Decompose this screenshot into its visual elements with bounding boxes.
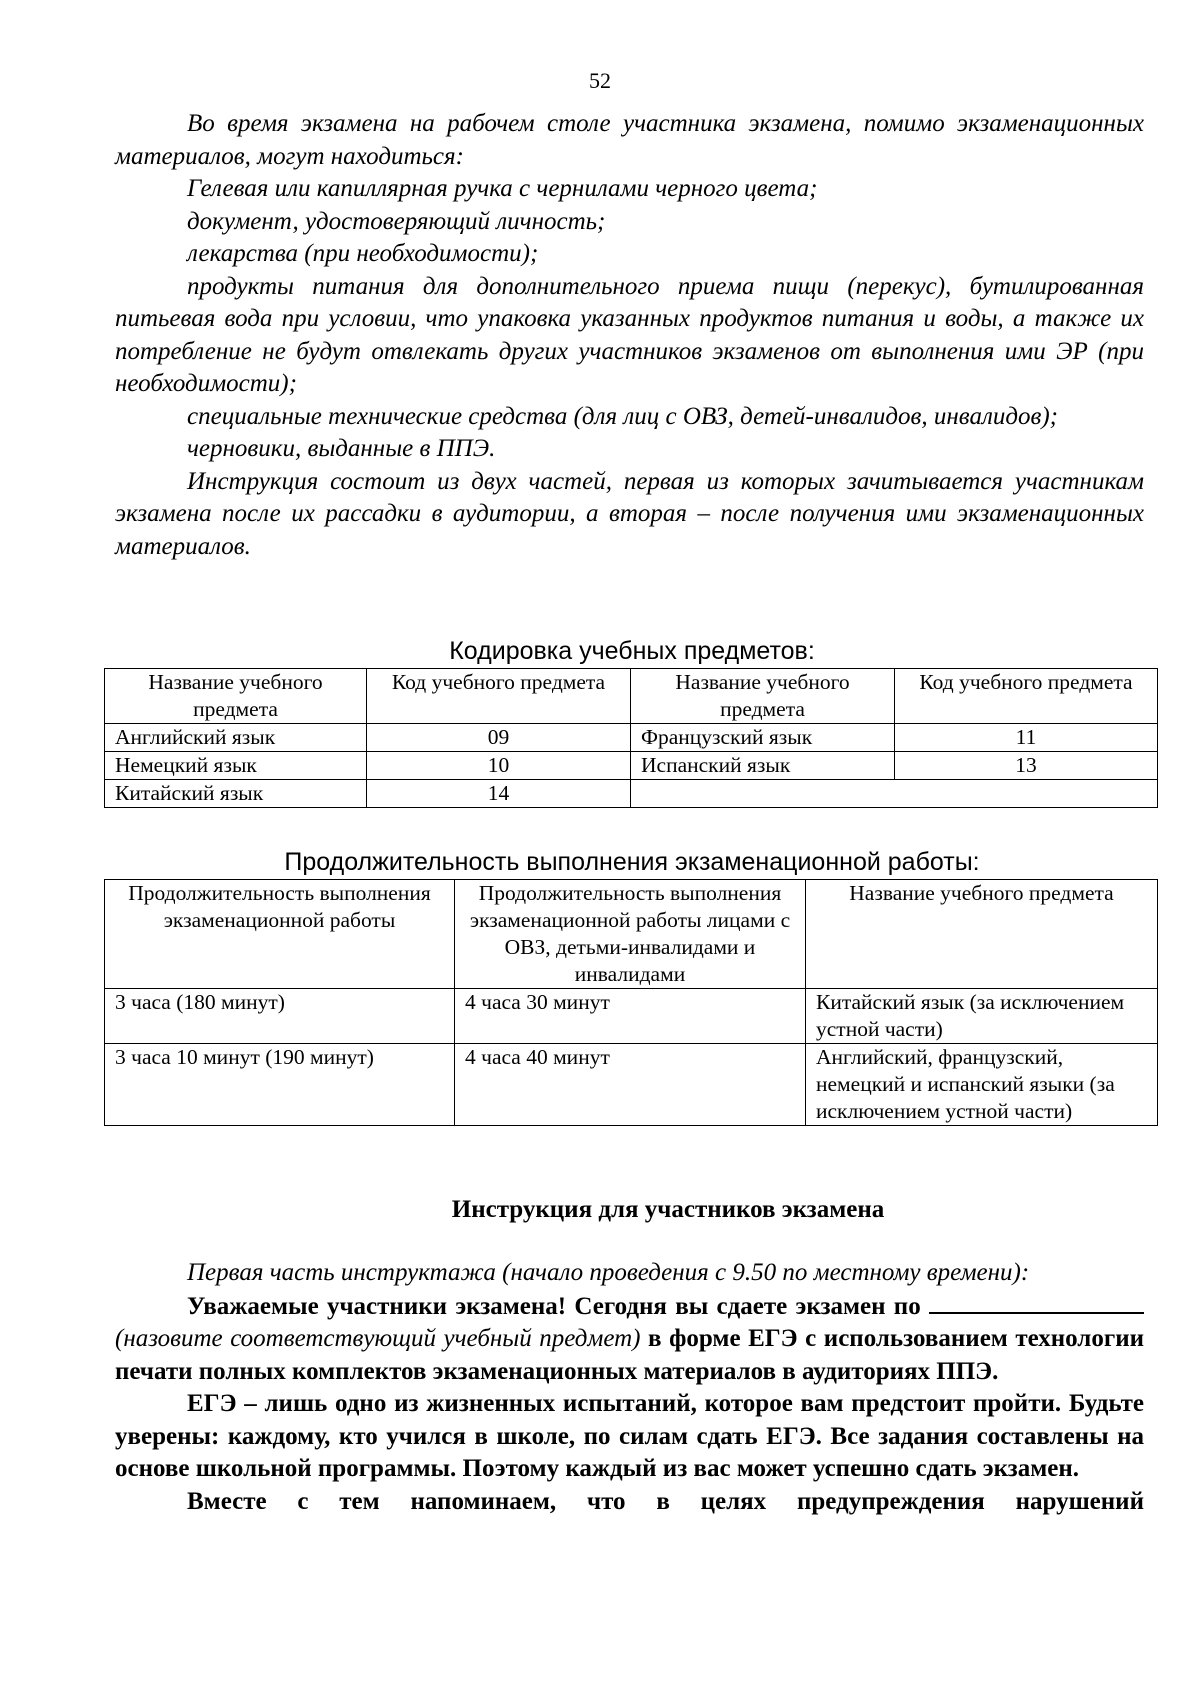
intro-paragraph: Во время экзамена на рабочем столе участника экзамена, помимо экзаменационных материалов, могут находиться: (115, 110, 1144, 170)
subject-name-cell: Английский язык (105, 724, 367, 752)
intro-paragraph: лекарства (при необходимости); (187, 240, 539, 267)
table-row (105, 724, 1158, 752)
subject-code-cell: 13 (895, 752, 1158, 780)
subject-hint: (назовите соответствующий учебный предмет) (115, 1325, 641, 1352)
durations-caption: Продолжительность выполнения экзаменационной работы: (284, 848, 980, 876)
table-header-row (105, 669, 1158, 724)
page-number: 52 (589, 68, 611, 93)
greeting-paragraph (115, 1290, 1144, 1389)
subject-code-cell: 09 (367, 724, 631, 752)
empty-cell (631, 780, 1158, 808)
intro-paragraph: продукты питания для дополнительного приема пищи (перекус), бутилированная питьевая вода при условии, что упаковка указанных продуктов питания и воды, а также их потребление не будут отвлекать других участников экзаменов от выполнения ими ЭР (при необходимости); (115, 272, 1144, 397)
table-row (105, 989, 1158, 1044)
duration-cell: 3 часа (180 минут) (105, 989, 455, 1044)
first-part-note: Первая часть инструктажа (начало проведения с 9.50 по местному времени): (187, 1259, 1030, 1286)
subject-name-cell: Французский язык (631, 724, 895, 752)
intro-paragraph: документ, удостоверяющий личность; (187, 207, 606, 235)
header-cell: Продолжительность выполнения экзаменационной работы лицами с ОВЗ, детьми-инвалидами и инвалидами (455, 880, 806, 989)
header-cell: Название учебного предмета (631, 669, 895, 724)
table-header-row (105, 880, 1158, 989)
subject-blank-line (929, 1290, 1144, 1314)
duration-cell: 4 часа 40 минут (455, 1044, 806, 1126)
greeting-end: в форме ЕГЭ с использованием технологии печати полных комплектов экзаменационных материалов в аудиториях ППЭ. (115, 1325, 1144, 1385)
table-row (105, 1044, 1158, 1126)
intro-paragraph: Инструкция состоит из двух частей, первая из которых зачитывается участникам экзамена после их рассадки в аудитории, а вторая – после получения ими экзаменационных материалов. (115, 467, 1144, 560)
subject-codes-table (104, 668, 1158, 808)
subject-code-cell: 11 (895, 724, 1158, 752)
subject-codes-caption: Кодировка учебных предметов: (449, 637, 815, 665)
durations-table (104, 879, 1158, 1126)
instruction-text (115, 1257, 1144, 1518)
intro-paragraph: специальные технические средства (для лиц с ОВЗ, детей-инвалидов, инвалидов); (187, 402, 1058, 430)
instruction-heading: Инструкция для участников экзамена (451, 1196, 885, 1223)
instruction-paragraph: ЕГЭ – лишь одно из жизненных испытаний, которое вам предстоит пройти. Будьте уверены: каждому, кто учился в школе, по силам сдать ЕГЭ. Все задания составлены на основе школьной программы. Поэтому каждый из вас может успешно сдать экзамен. (115, 1390, 1144, 1482)
subject-cell: Английский, французский, немецкий и испанский языки (за исключением устной части) (806, 1044, 1158, 1126)
duration-cell: 3 часа 10 минут (190 минут) (105, 1044, 455, 1126)
intro-paragraph: Гелевая или капиллярная ручка с чернилами черного цвета; (187, 175, 818, 202)
intro-paragraph: черновики, выданные в ППЭ. (187, 435, 496, 462)
duration-cell: 4 часа 30 минут (455, 989, 806, 1044)
header-cell: Продолжительность выполнения экзаменационной работы (105, 880, 455, 989)
greeting-start: Уважаемые участники экзамена! Сегодня вы сдаете экзамен по (187, 1292, 921, 1320)
header-cell: Название учебного предмета (806, 880, 1158, 989)
table-row (105, 752, 1158, 780)
table-row (105, 780, 1158, 808)
intro-text (115, 108, 1144, 563)
subject-name-cell: Немецкий язык (105, 752, 367, 780)
header-cell: Название учебного предмета (105, 669, 367, 724)
instruction-paragraph: Вместе с тем напоминаем, что в целях предупреждения нарушений (187, 1487, 1144, 1515)
subject-cell: Китайский язык (за исключением устной части) (806, 989, 1158, 1044)
subject-name-cell: Испанский язык (631, 752, 895, 780)
subject-name-cell: Китайский язык (105, 780, 367, 808)
header-cell: Код учебного предмета (367, 669, 631, 724)
subject-code-cell: 10 (367, 752, 631, 780)
subject-code-cell: 14 (367, 780, 631, 808)
header-cell: Код учебного предмета (895, 669, 1158, 724)
